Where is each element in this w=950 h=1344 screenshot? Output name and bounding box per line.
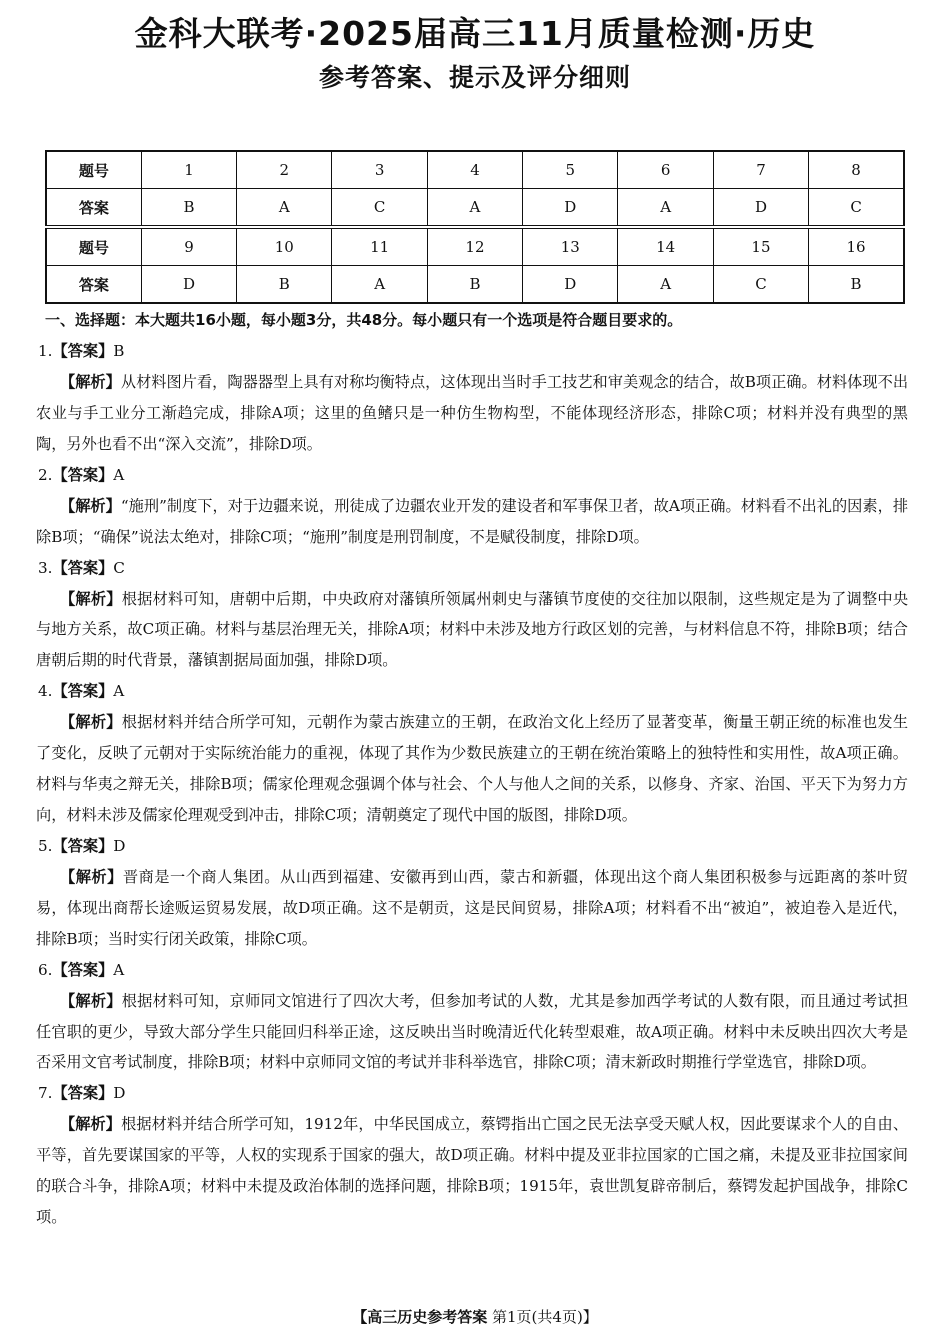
answer-cell: C [809, 189, 904, 228]
answer-cell: C [713, 266, 808, 304]
question-number-cell: 9 [141, 227, 236, 266]
question-number: 5. [38, 836, 53, 855]
footer-page-number: 第1页(共4页)】 [492, 1308, 598, 1326]
footer-label: 【高三历史参考答案 [352, 1308, 488, 1326]
question-number-header: 题号 [46, 151, 141, 189]
question-number-cell: 7 [713, 151, 808, 189]
answer-cell: A [618, 266, 713, 304]
table-row-answers [46, 266, 904, 304]
analysis-tag: 【解析】 [60, 991, 122, 1010]
question-number-cell: 6 [618, 151, 713, 189]
question-number: 7. [38, 1084, 53, 1103]
answer-cell: A [618, 189, 713, 228]
answer-cell: D [141, 266, 236, 304]
answer-letter: C [113, 558, 125, 577]
question-number-cell: 14 [618, 227, 713, 266]
question-number-cell: 15 [713, 227, 808, 266]
question-number-cell: 13 [523, 227, 618, 266]
question-number-cell: 11 [332, 227, 427, 266]
analysis-text: 根据材料并结合所学可知，元朝作为蒙古族建立的王朝，在政治文化上经历了显著变革，衡量王朝正统的标准也发生了变化，反映了元朝对于实际统治能力的重视，体现了其作为少数民族建立的王朝在统治策略上的独特性和实用性，故A项正确。材料与华夷之辩无关，排除B项；儒家伦理观念强调个体与社会、个人与他人之间的关系，以修身、齐家、治国、平天下为努力方向，材料未涉及儒家伦理观受到冲击，排除C项；清朝奠定了现代中国的版图，排除D项。 [36, 713, 909, 824]
question-number-cell: 10 [237, 227, 332, 266]
question-analysis [36, 986, 908, 1079]
answer-tag: 【答案】 [52, 682, 114, 701]
question-number-cell: 12 [427, 227, 522, 266]
question-answer-line [38, 676, 908, 707]
question-analysis [36, 491, 908, 553]
question-number-cell: 8 [809, 151, 904, 189]
question-answer-line [38, 553, 908, 584]
analysis-tag: 【解析】 [60, 496, 121, 515]
analysis-text: 根据材料可知，京师同文馆进行了四次大考，但参加考试的人数，尤其是参加西学考试的人数有限，而且通过考试担任官职的更少，导致大部分学生只能回归科举正途，这反映出当时晚清近代化转型艰难，故A项正确。材料中未反映出四次大考是否采用文官考试制度，排除B项；材料中京师同文馆的考试并非科举选官，排除C项；清末新政时期推行学堂选官，排除D项。 [36, 991, 909, 1072]
answer-tag: 【答案】 [52, 960, 114, 979]
analysis-text: “施刑”制度下，对于边疆来说，刑徒成了边疆农业开发的建设者和军事保卫者，故A项正确。材料看不出礼的因素，排除B项；“确保”说法太绝对，排除C项；“施刑”制度是刑罚制度，不是赋役制度，排除D项。 [36, 496, 909, 546]
table-row-question-numbers [46, 227, 904, 266]
answer-tag: 【答案】 [52, 836, 114, 855]
answer-cell: B [809, 266, 904, 304]
question-number: 1. [38, 342, 53, 360]
analysis-tag: 【解析】 [60, 373, 121, 391]
question-number-cell: 16 [809, 227, 904, 266]
analysis-tag: 【解析】 [60, 867, 123, 886]
answer-tag: 【答案】 [52, 465, 114, 484]
question-number-cell: 2 [237, 151, 332, 189]
answer-tag: 【答案】 [52, 558, 114, 577]
analysis-text: 根据材料并结合所学可知，1912年，中华民国成立，蔡锷指出亡国之民无法享受天赋人权，因此要谋求个人的自由、平等，首先要谋国家的平等，人权的实现系于国家的强大，故D项正确。材料中提及亚非拉国家的亡国之痛，未提及亚非拉国家间的联合斗争，排除A项；材料中未提及政治体制的选择问题，排除B项；1915年，袁世凯复辟帝制后，蔡锷发起护国战争，排除C项。 [36, 1115, 909, 1227]
answer-cell: B [141, 189, 236, 228]
question-number: 2. [38, 465, 53, 484]
answer-tag: 【答案】 [52, 342, 114, 360]
answer-cell: A [237, 189, 332, 228]
answer-letter: A [113, 465, 125, 484]
answer-letter: A [113, 960, 125, 979]
analysis-tag: 【解析】 [60, 589, 122, 608]
question-number-header: 题号 [46, 227, 141, 266]
answer-cell: C [332, 189, 427, 228]
analysis-text: 从材料图片看，陶器器型上具有对称均衡特点，这体现出当时手工技艺和审美观念的结合，故B项正确。材料体现不出农业与手工业分工渐趋完成，排除A项；这里的鱼鳍只是一种仿生物构型，不能体现经济形态，排除C项；材料并没有典型的黑陶，另外也看不出“深入交流”，排除D项。 [36, 373, 909, 453]
question-number-cell: 1 [141, 151, 236, 189]
answer-explanations [38, 336, 908, 1233]
answer-cell: A [427, 189, 522, 228]
answer-letter: D [113, 1084, 126, 1103]
table-row-answers [46, 189, 904, 228]
question-answer-line [38, 831, 908, 862]
question-analysis [36, 862, 908, 955]
question-number: 6. [38, 960, 53, 979]
answer-cell: D [523, 266, 618, 304]
question-number-cell: 3 [332, 151, 427, 189]
answer-letter: A [113, 682, 125, 701]
answer-letter: D [113, 836, 126, 855]
table-row-question-numbers [46, 151, 904, 189]
question-number: 4. [38, 682, 53, 701]
page-title: 金科大联考·2025届高三11月质量检测·历史 [134, 14, 816, 53]
question-number-cell: 4 [427, 151, 522, 189]
question-analysis [36, 367, 908, 460]
question-analysis [36, 707, 908, 831]
question-answer-line [38, 336, 908, 367]
analysis-text: 晋商是一个商人集团。从山西到福建、安徽再到山西，蒙古和新疆，体现出这个商人集团积极参与远距离的茶叶贸易，体现出商帮长途贩运贸易发展，故D项正确。这不是朝贡，这是民间贸易，排除A项；材料看不出“被迫”，被迫卷入是近代，排除B项；当时实行闭关政策，排除C项。 [36, 867, 909, 948]
question-analysis [36, 1109, 908, 1233]
page-footer [0, 1306, 950, 1327]
page-subtitle: 参考答案、提示及评分细则 [318, 63, 631, 92]
analysis-tag: 【解析】 [60, 713, 122, 732]
analysis-tag: 【解析】 [60, 1115, 122, 1134]
analysis-text: 根据材料可知，唐朝中后期，中央政府对藩镇所领属州刺史与藩镇节度使的交往加以限制，这些规定是为了调整中央与地方关系，故C项正确。材料与基层治理无关，排除A项；材料中未涉及地方行政区划的完善，与材料信息不符，排除B项；结合唐朝后期的时代背景，藩镇割据局面加强，排除D项。 [36, 589, 909, 670]
answer-cell: B [427, 266, 522, 304]
section-header: 一、选择题：本大题共16小题，每小题3分，共48分。每小题只有一个选项是符合题目要求的。 [45, 311, 683, 329]
answer-letter: B [113, 342, 125, 360]
question-answer-line [38, 1078, 908, 1109]
answer-tag: 【答案】 [52, 1084, 114, 1103]
answer-header: 答案 [46, 189, 141, 228]
question-number-cell: 5 [523, 151, 618, 189]
question-number: 3. [38, 558, 53, 577]
question-answer-line [38, 460, 908, 491]
answer-table [45, 150, 905, 304]
question-answer-line [38, 955, 908, 986]
answer-cell: B [237, 266, 332, 304]
question-analysis [36, 584, 908, 677]
answer-cell: D [523, 189, 618, 228]
answer-cell: A [332, 266, 427, 304]
answer-cell: D [713, 189, 808, 228]
answer-header: 答案 [46, 266, 141, 304]
